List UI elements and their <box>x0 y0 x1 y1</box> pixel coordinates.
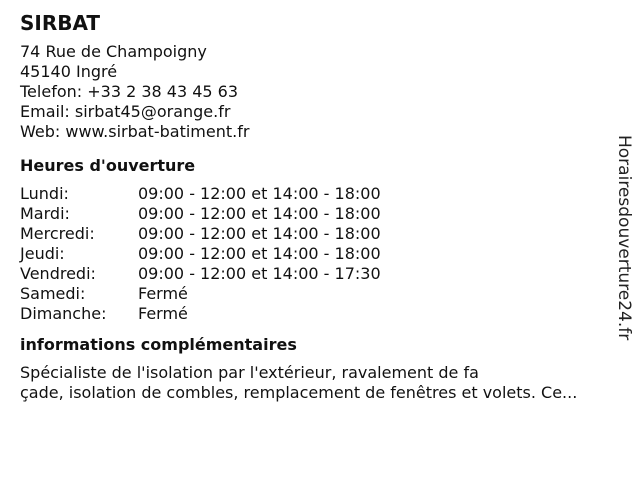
day-label: Mardi: <box>20 204 70 223</box>
hours-row-tuesday <box>20 204 620 224</box>
hours-value: 09:00 - 12:00 et 14:00 - 18:00 <box>138 184 381 203</box>
day-label: Jeudi: <box>20 244 65 263</box>
hours-row-monday <box>20 184 620 204</box>
day-label: Dimanche: <box>20 304 107 323</box>
day-label: Vendredi: <box>20 264 96 283</box>
hours-value: 09:00 - 12:00 et 14:00 - 17:30 <box>138 264 381 283</box>
hours-row-thursday <box>20 244 620 264</box>
hours-value: Fermé <box>138 284 188 303</box>
description-line-1: Spécialiste de l'isolation par l'extérieur, ravalement de fa <box>20 363 479 382</box>
business-name: SIRBAT <box>20 11 101 35</box>
opening-hours-table <box>20 184 620 324</box>
site-watermark: Horairesdouverture24.fr <box>614 135 634 341</box>
hours-row-wednesday <box>20 224 620 244</box>
hours-value: 09:00 - 12:00 et 14:00 - 18:00 <box>138 224 381 243</box>
opening-hours-heading: Heures d'ouverture <box>20 156 196 175</box>
hours-row-sunday <box>20 304 620 324</box>
website-line: Web: www.sirbat-batiment.fr <box>20 122 250 141</box>
city-postcode: 45140 Ingré <box>20 62 118 81</box>
additional-info-heading: informations complémentaires <box>20 335 297 354</box>
email-line: Email: sirbat45@orange.fr <box>20 102 231 121</box>
day-label: Mercredi: <box>20 224 95 243</box>
description-text <box>20 363 620 403</box>
description-line-2: çade, isolation de combles, remplacement de fenêtres et volets. Ce... <box>20 383 578 402</box>
business-card <box>20 10 620 403</box>
contact-block <box>20 42 620 142</box>
hours-row-friday <box>20 264 620 284</box>
hours-value: 09:00 - 12:00 et 14:00 - 18:00 <box>138 244 381 263</box>
hours-value: Fermé <box>138 304 188 323</box>
street-address: 74 Rue de Champoigny <box>20 42 207 61</box>
day-label: Samedi: <box>20 284 86 303</box>
day-label: Lundi: <box>20 184 69 203</box>
phone-line: Telefon: +33 2 38 43 45 63 <box>20 82 239 101</box>
hours-value: 09:00 - 12:00 et 14:00 - 18:00 <box>138 204 381 223</box>
hours-row-saturday <box>20 284 620 304</box>
